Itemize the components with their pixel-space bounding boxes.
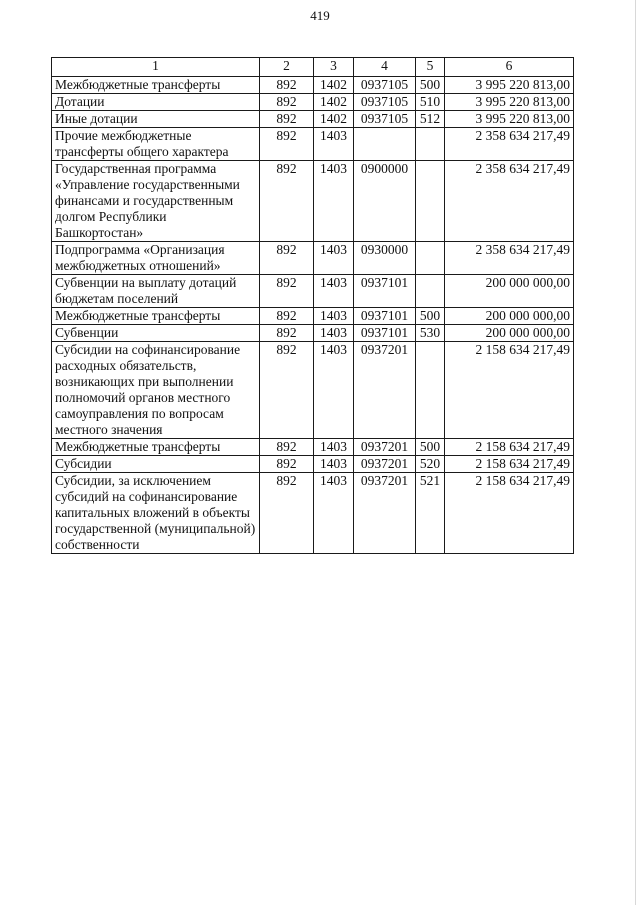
row-ministry-code: 892 [260,242,314,275]
row-target-code: 0937105 [354,77,416,94]
row-expense-type [416,275,445,308]
row-ministry-code: 892 [260,111,314,128]
row-ministry-code: 892 [260,128,314,161]
row-expense-type [416,242,445,275]
row-expense-type: 530 [416,325,445,342]
row-name: Межбюджетные трансферты [52,439,260,456]
row-expense-type [416,161,445,242]
row-ministry-code: 892 [260,325,314,342]
row-ministry-code: 892 [260,308,314,325]
row-name: Подпрограмма «Организация межбюджетных отношений» [52,242,260,275]
row-name: Государственная программа «Управление государственными финансами и государственным долгом Республики Башкортостан» [52,161,260,242]
row-ministry-code: 892 [260,77,314,94]
row-expense-type: 512 [416,111,445,128]
row-expense-type [416,128,445,161]
header-col-1: 1 [52,58,260,77]
row-section-code: 1402 [314,77,354,94]
row-section-code: 1403 [314,456,354,473]
table-row [52,111,574,128]
row-ministry-code: 892 [260,473,314,554]
table-row [52,325,574,342]
row-amount: 3 995 220 813,00 [445,94,574,111]
row-ministry-code: 892 [260,94,314,111]
row-section-code: 1403 [314,325,354,342]
row-section-code: 1403 [314,308,354,325]
row-target-code: 0930000 [354,242,416,275]
row-amount: 200 000 000,00 [445,275,574,308]
row-name: Прочие межбюджетные трансферты общего характера [52,128,260,161]
table-row [52,94,574,111]
row-target-code: 0937105 [354,111,416,128]
budget-table [51,57,574,554]
row-expense-type: 521 [416,473,445,554]
row-section-code: 1403 [314,128,354,161]
row-target-code: 0937201 [354,456,416,473]
row-amount: 200 000 000,00 [445,308,574,325]
row-expense-type: 500 [416,439,445,456]
row-section-code: 1403 [314,161,354,242]
row-target-code: 0937101 [354,275,416,308]
row-expense-type: 500 [416,77,445,94]
row-section-code: 1403 [314,342,354,439]
row-ministry-code: 892 [260,161,314,242]
table-row [52,128,574,161]
row-section-code: 1403 [314,439,354,456]
row-amount: 3 995 220 813,00 [445,77,574,94]
row-ministry-code: 892 [260,456,314,473]
row-amount: 2 358 634 217,49 [445,242,574,275]
row-target-code: 0937101 [354,325,416,342]
row-amount: 2 358 634 217,49 [445,161,574,242]
row-amount: 2 158 634 217,49 [445,473,574,554]
table-row [52,456,574,473]
row-target-code: 0937201 [354,439,416,456]
row-target-code: 0937201 [354,342,416,439]
row-name: Субвенции на выплату дотаций бюджетам поселений [52,275,260,308]
header-col-4: 4 [354,58,416,77]
table-header-row [52,58,574,77]
row-name: Межбюджетные трансферты [52,308,260,325]
header-col-5: 5 [416,58,445,77]
row-name: Субсидии на софинансирование расходных обязательств, возникающих при выполнении полномочий органов местного самоуправления по вопросам местного значения [52,342,260,439]
row-target-code: 0937105 [354,94,416,111]
table-row [52,242,574,275]
table-row [52,308,574,325]
row-amount: 2 158 634 217,49 [445,439,574,456]
row-amount: 2 158 634 217,49 [445,456,574,473]
row-name: Субвенции [52,325,260,342]
row-amount: 3 995 220 813,00 [445,111,574,128]
row-section-code: 1403 [314,242,354,275]
row-section-code: 1402 [314,111,354,128]
page-number: 419 [310,8,330,23]
table-row [52,275,574,308]
row-name: Дотации [52,94,260,111]
header-col-3: 3 [314,58,354,77]
row-expense-type: 520 [416,456,445,473]
table-row [52,439,574,456]
row-amount: 200 000 000,00 [445,325,574,342]
row-expense-type: 510 [416,94,445,111]
row-name: Иные дотации [52,111,260,128]
row-ministry-code: 892 [260,439,314,456]
row-target-code: 0937101 [354,308,416,325]
table-row [52,342,574,439]
row-target-code: 0937201 [354,473,416,554]
scan-edge-line [635,0,636,905]
row-target-code [354,128,416,161]
row-ministry-code: 892 [260,342,314,439]
row-expense-type [416,342,445,439]
row-section-code: 1402 [314,94,354,111]
table-row [52,473,574,554]
row-amount: 2 158 634 217,49 [445,342,574,439]
row-name: Субсидии [52,456,260,473]
row-ministry-code: 892 [260,275,314,308]
row-amount: 2 358 634 217,49 [445,128,574,161]
row-name: Межбюджетные трансферты [52,77,260,94]
table-row [52,77,574,94]
row-section-code: 1403 [314,473,354,554]
header-col-6: 6 [445,58,574,77]
row-target-code: 0900000 [354,161,416,242]
row-name: Субсидии, за исключением субсидий на софинансирование капитальных вложений в объекты государственной (муниципальной) собственности [52,473,260,554]
header-col-2: 2 [260,58,314,77]
row-expense-type: 500 [416,308,445,325]
table-row [52,161,574,242]
row-section-code: 1403 [314,275,354,308]
